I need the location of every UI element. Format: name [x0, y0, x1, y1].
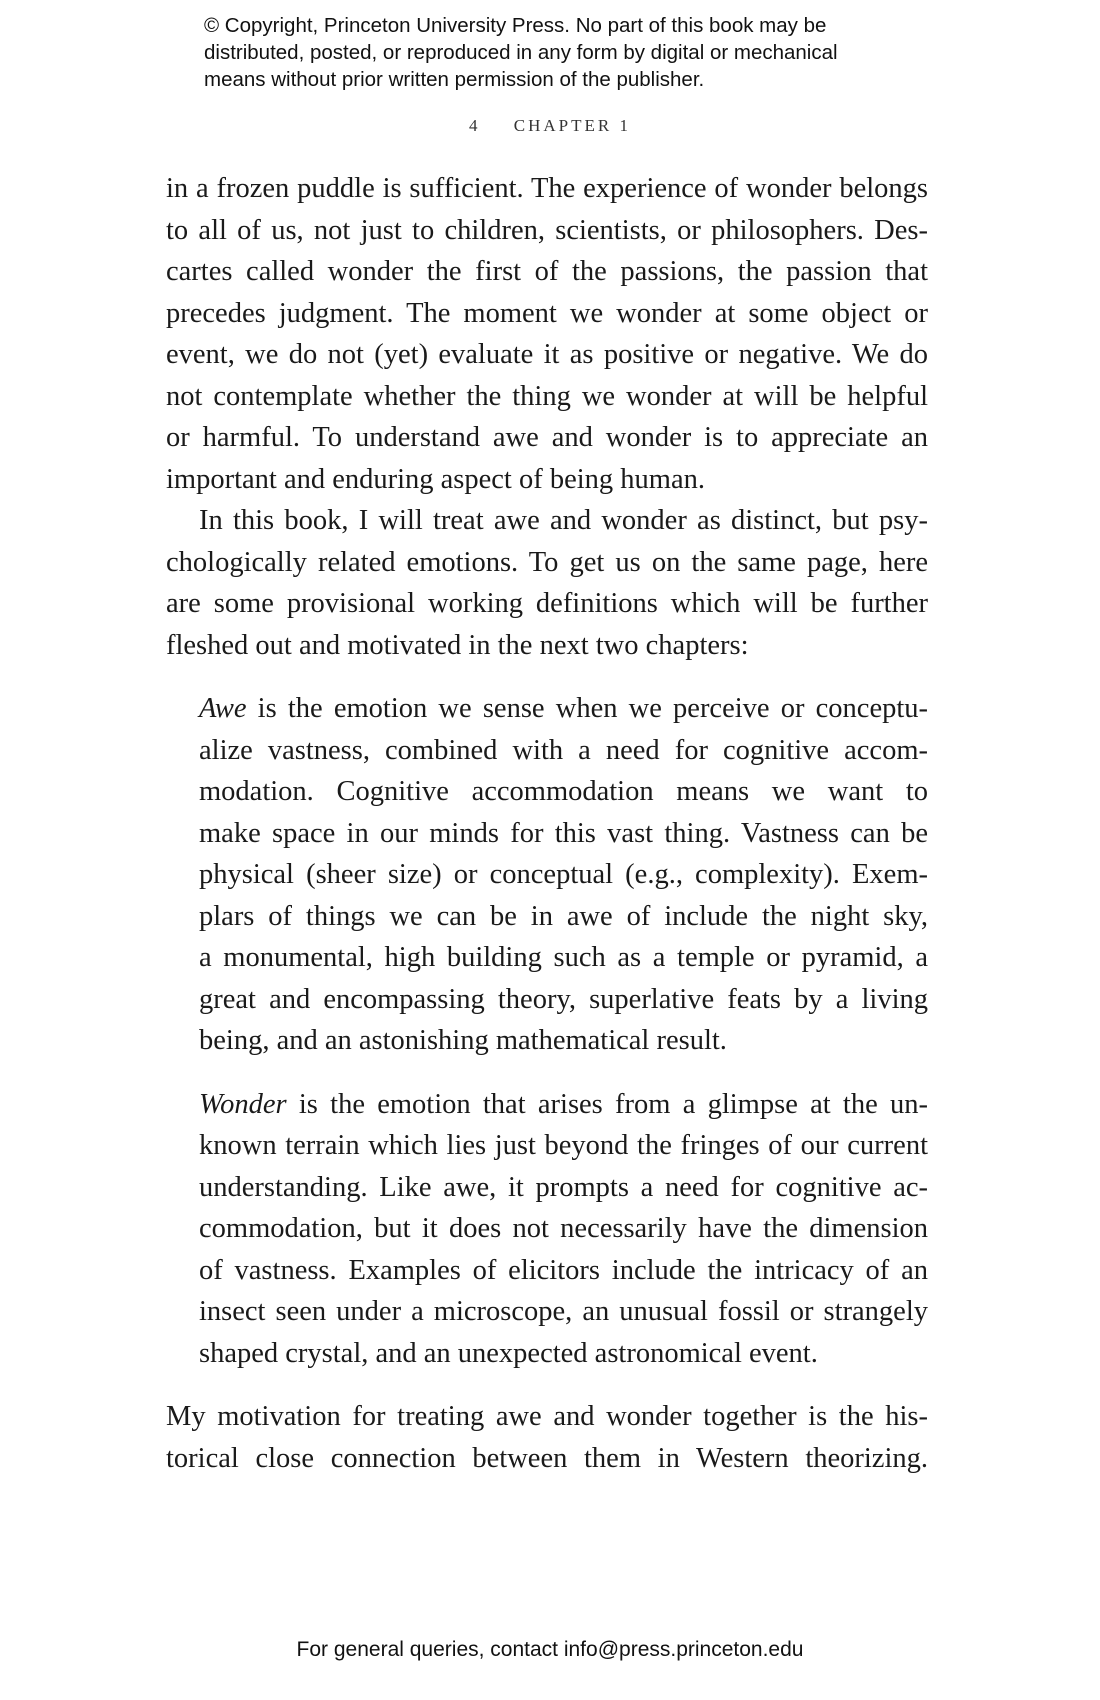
definition-text: is the emotion we sense when we perceive or conceptu-: [246, 693, 928, 724]
text-line: shaped crystal, and an unexpected astronomical event.: [199, 1337, 818, 1369]
definition-wonder: [199, 1084, 928, 1375]
text-line: a monumental, high building such as a temple or pyramid, a: [199, 942, 928, 973]
text-line: in a frozen puddle is sufficient. The experience of wonder belongs: [166, 173, 928, 204]
text-line: [199, 1084, 928, 1126]
copyright-line: © Copyright, Princeton University Press. No part of this book may be: [204, 14, 827, 37]
copyright-line: means without prior written permission of the publisher.: [204, 68, 705, 91]
footer-contact: For general queries, contact info@press.princeton.edu: [296, 1638, 804, 1661]
text-line: not contemplate whether the thing we wonder at will be helpful: [166, 380, 928, 412]
text-line: chologically related emotions. To get us on the same page, here: [166, 546, 928, 578]
text-line: insect seen under a microscope, an unusual fossil or strangely: [199, 1296, 928, 1327]
text-line: to all of us, not just to children, scientists, or philosophers. Des-: [166, 214, 928, 246]
text-line: make space in our minds for this vast thing. Vastness can be: [199, 817, 928, 849]
copyright-notice: [204, 12, 924, 93]
text-line: of vastness. Examples of elicitors include the intricacy of an: [199, 1254, 928, 1286]
text-line: physical (sheer size) or conceptual (e.g., complexity). Exem-: [199, 859, 928, 890]
page-number: 4: [469, 116, 481, 135]
text-line: plars of things we can be in awe of include the night sky,: [199, 900, 928, 932]
text-line: My motivation for treating awe and wonder together is the his-: [166, 1401, 928, 1432]
definition-awe: [199, 688, 928, 1062]
text-line: great and encompassing theory, superlative feats by a living: [199, 983, 928, 1015]
paragraph: [166, 168, 928, 500]
text-line: alize vastness, combined with a need for cognitive accom-: [199, 734, 928, 766]
paragraph: [166, 1396, 928, 1479]
text-line: commodation, but it does not necessarily have the dimension: [199, 1213, 928, 1244]
text-line: important and enduring aspect of being human.: [166, 463, 705, 495]
paragraph: [166, 500, 928, 666]
text-line: fleshed out and motivated in the next two chapters:: [166, 629, 749, 661]
text-line: precedes judgment. The moment we wonder at some object or: [166, 297, 928, 329]
text-line: In this book, I will treat awe and wonder as distinct, but psy-: [199, 505, 928, 536]
text-line: understanding. Like awe, it prompts a need for cognitive ac-: [199, 1171, 928, 1203]
text-line: known terrain which lies just beyond the fringes of our current: [199, 1130, 928, 1161]
chapter-label: CHAPTER 1: [513, 116, 631, 135]
text-line: are some provisional working definitions which will be further: [166, 588, 928, 619]
body-text: [166, 168, 928, 1479]
text-line: modation. Cognitive accommodation means we want to: [199, 776, 928, 807]
running-head: [0, 116, 1100, 136]
definition-text: is the emotion that arises from a glimpse at the un-: [286, 1088, 928, 1120]
copyright-line: distributed, posted, or reproduced in any form by digital or mechanical: [204, 41, 838, 64]
definition-term: Wonder: [199, 1088, 287, 1120]
text-line: [199, 688, 928, 730]
text-line: torical close connection between them in Western theorizing.: [166, 1442, 928, 1474]
text-line: event, we do not (yet) evaluate it as positive or negative. We do: [166, 339, 928, 370]
text-line: or harmful. To understand awe and wonder is to appreciate an: [166, 422, 928, 453]
definition-term: Awe: [199, 693, 247, 724]
text-line: being, and an astonishing mathematical result.: [199, 1025, 727, 1056]
text-line: cartes called wonder the first of the passions, the passion that: [166, 256, 928, 287]
